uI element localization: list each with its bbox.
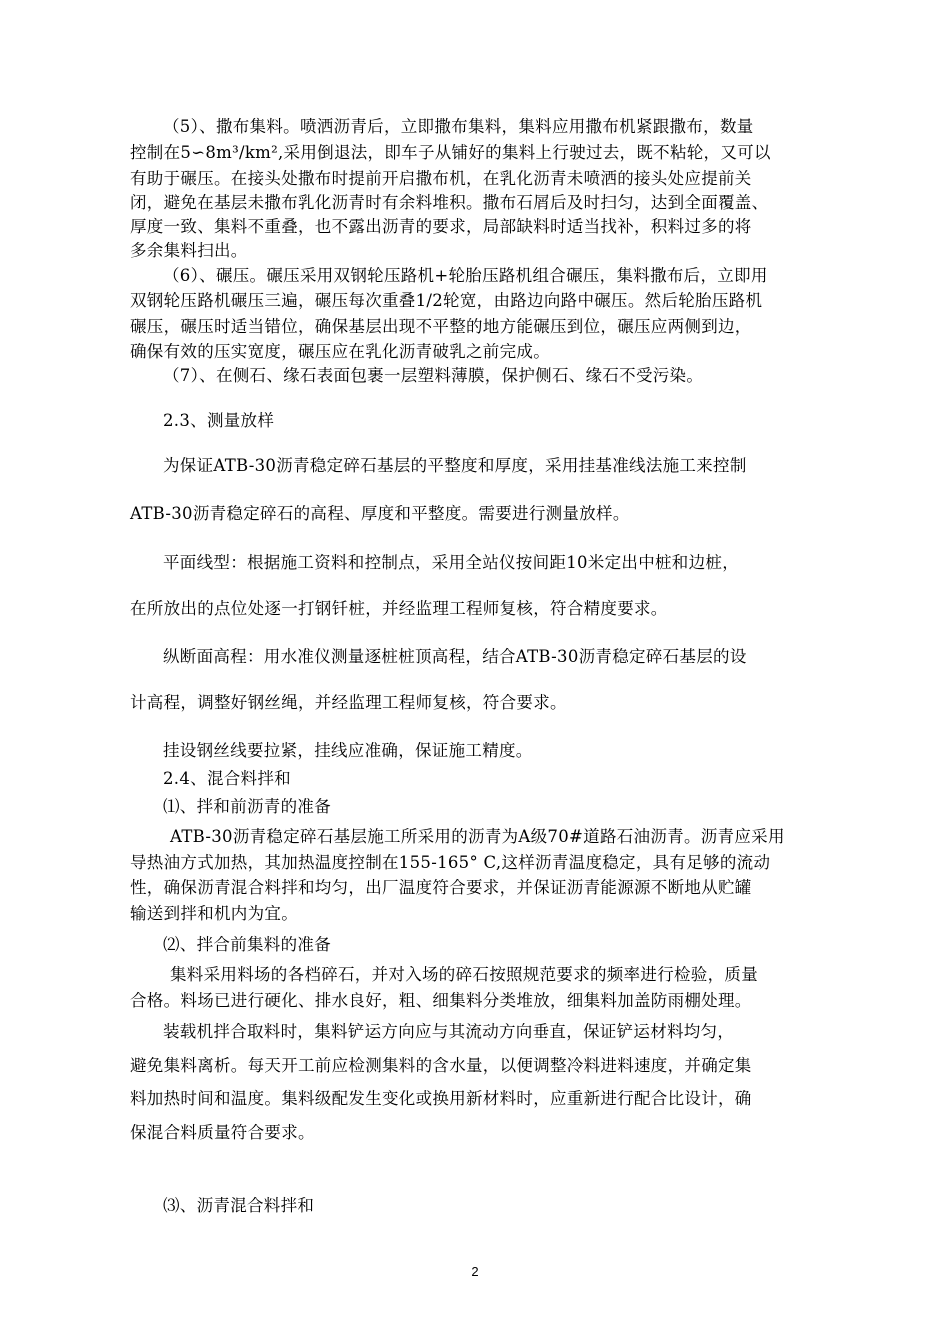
page-number: 2 bbox=[471, 1264, 479, 1279]
paragraph-line: ATB-30沥青稳定碎石基层施工所采用的沥青为A级70#道路石油沥青。沥青应采用 bbox=[170, 827, 785, 846]
paragraph-line: 保混合料质量符合要求。 bbox=[130, 1123, 315, 1142]
paragraph-line: 为保证ATB-30沥青稳定碎石基层的平整度和厚度，采用挂基准线法施工来控制 bbox=[163, 456, 747, 475]
paragraph-line: （7）、在侧石、缘石表面包裹一层塑料薄膜，保护侧石、缘石不受污染。 bbox=[163, 366, 704, 385]
paragraph-line: （6）、碾压。碾压采用双钢轮压路机+轮胎压路机组合碾压，集料撒布后，立即用 bbox=[163, 266, 768, 285]
paragraph-line: 多余集料扫出。 bbox=[130, 241, 248, 260]
paragraph-line: 控制在5∽8m³/km²,采用倒退法，即车子从铺好的集料上行驶过去，既不粘轮，又可以 bbox=[130, 143, 771, 162]
paragraph-line: 装载机拌合取料时，集料铲运方向应与其流动方向垂直，保证铲运材料均匀， bbox=[163, 1022, 735, 1041]
paragraph-line: 料加热时间和温度。集料级配发生变化或换用新材料时，应重新进行配合比设计，确 bbox=[130, 1089, 752, 1108]
paragraph-line: 平面线型：根据施工资料和控制点，采用全站仪按间距10米定出中桩和边桩， bbox=[163, 553, 739, 572]
paragraph-line: 避免集料离析。每天开工前应检测集料的含水量，以便调整冷料进料速度，并确定集 bbox=[130, 1056, 752, 1075]
paragraph-line: 闭，避免在基层未撒布乳化沥青时有余料堆积。撒布石屑后及时扫匀，达到全面覆盖、 bbox=[130, 193, 769, 212]
paragraph-line: 计高程，调整好钢丝绳，并经监理工程师复核，符合要求。 bbox=[130, 693, 567, 712]
subsection-heading: ⑴、拌和前沥青的准备 bbox=[163, 797, 331, 816]
section-heading: 2.3、测量放样 bbox=[163, 411, 275, 430]
paragraph-line: 挂设钢丝线要拉紧，挂线应准确，保证施工精度。 bbox=[163, 741, 533, 760]
paragraph-line: 确保有效的压实宽度，碾压应在乳化沥青破乳之前完成。 bbox=[130, 342, 550, 361]
paragraph-line: 输送到拌和机内为宜。 bbox=[130, 904, 298, 923]
subsection-heading: ⑶、沥青混合料拌和 bbox=[163, 1196, 315, 1215]
paragraph-line: 性，确保沥青混合料拌和均匀，出厂温度符合要求，并保证沥青能源源不断地从贮罐 bbox=[130, 878, 752, 897]
paragraph-line: 有助于碾压。在接头处撒布时提前开启撒布机，在乳化沥青未喷洒的接头处应提前关 bbox=[130, 169, 752, 188]
paragraph-line: 在所放出的点位处逐一打钢钎桩，并经监理工程师复核，符合精度要求。 bbox=[130, 599, 668, 618]
subsection-heading: ⑵、拌合前集料的准备 bbox=[163, 935, 331, 954]
paragraph-line: 双钢轮压路机碾压三遍，碾压每次重叠1/2轮宽，由路边向路中碾压。然后轮胎压路机 bbox=[130, 291, 763, 310]
paragraph-line: 厚度一致、集料不重叠，也不露出沥青的要求，局部缺料时适当找补，积料过多的将 bbox=[130, 217, 752, 236]
paragraph-line: 集料采用料场的各档碎石，并对入场的碎石按照规范要求的频率进行检验，质量 bbox=[170, 965, 758, 984]
paragraph-line: 纵断面高程：用水准仪测量逐桩桩顶高程，结合ATB-30沥青稳定碎石基层的设 bbox=[163, 647, 747, 666]
paragraph-line: 碾压，碾压时适当错位，确保基层出现不平整的地方能碾压到位，碾压应两侧到边， bbox=[130, 317, 752, 336]
paragraph-line: 合格。料场已进行硬化、排水良好，粗、细集料分类堆放，细集料加盖防雨棚处理。 bbox=[130, 991, 752, 1010]
section-heading: 2.4、混合料拌和 bbox=[163, 769, 291, 788]
paragraph-line: 导热油方式加热，其加热温度控制在155-165° C,这样沥青温度稳定，具有足够的流动 bbox=[130, 853, 771, 872]
paragraph-line: ATB-30沥青稳定碎石的高程、厚度和平整度。需要进行测量放样。 bbox=[130, 504, 630, 523]
paragraph-line: （5）、撒布集料。喷洒沥青后，立即撒布集料，集料应用撒布机紧跟撒布，数量 bbox=[163, 117, 754, 136]
